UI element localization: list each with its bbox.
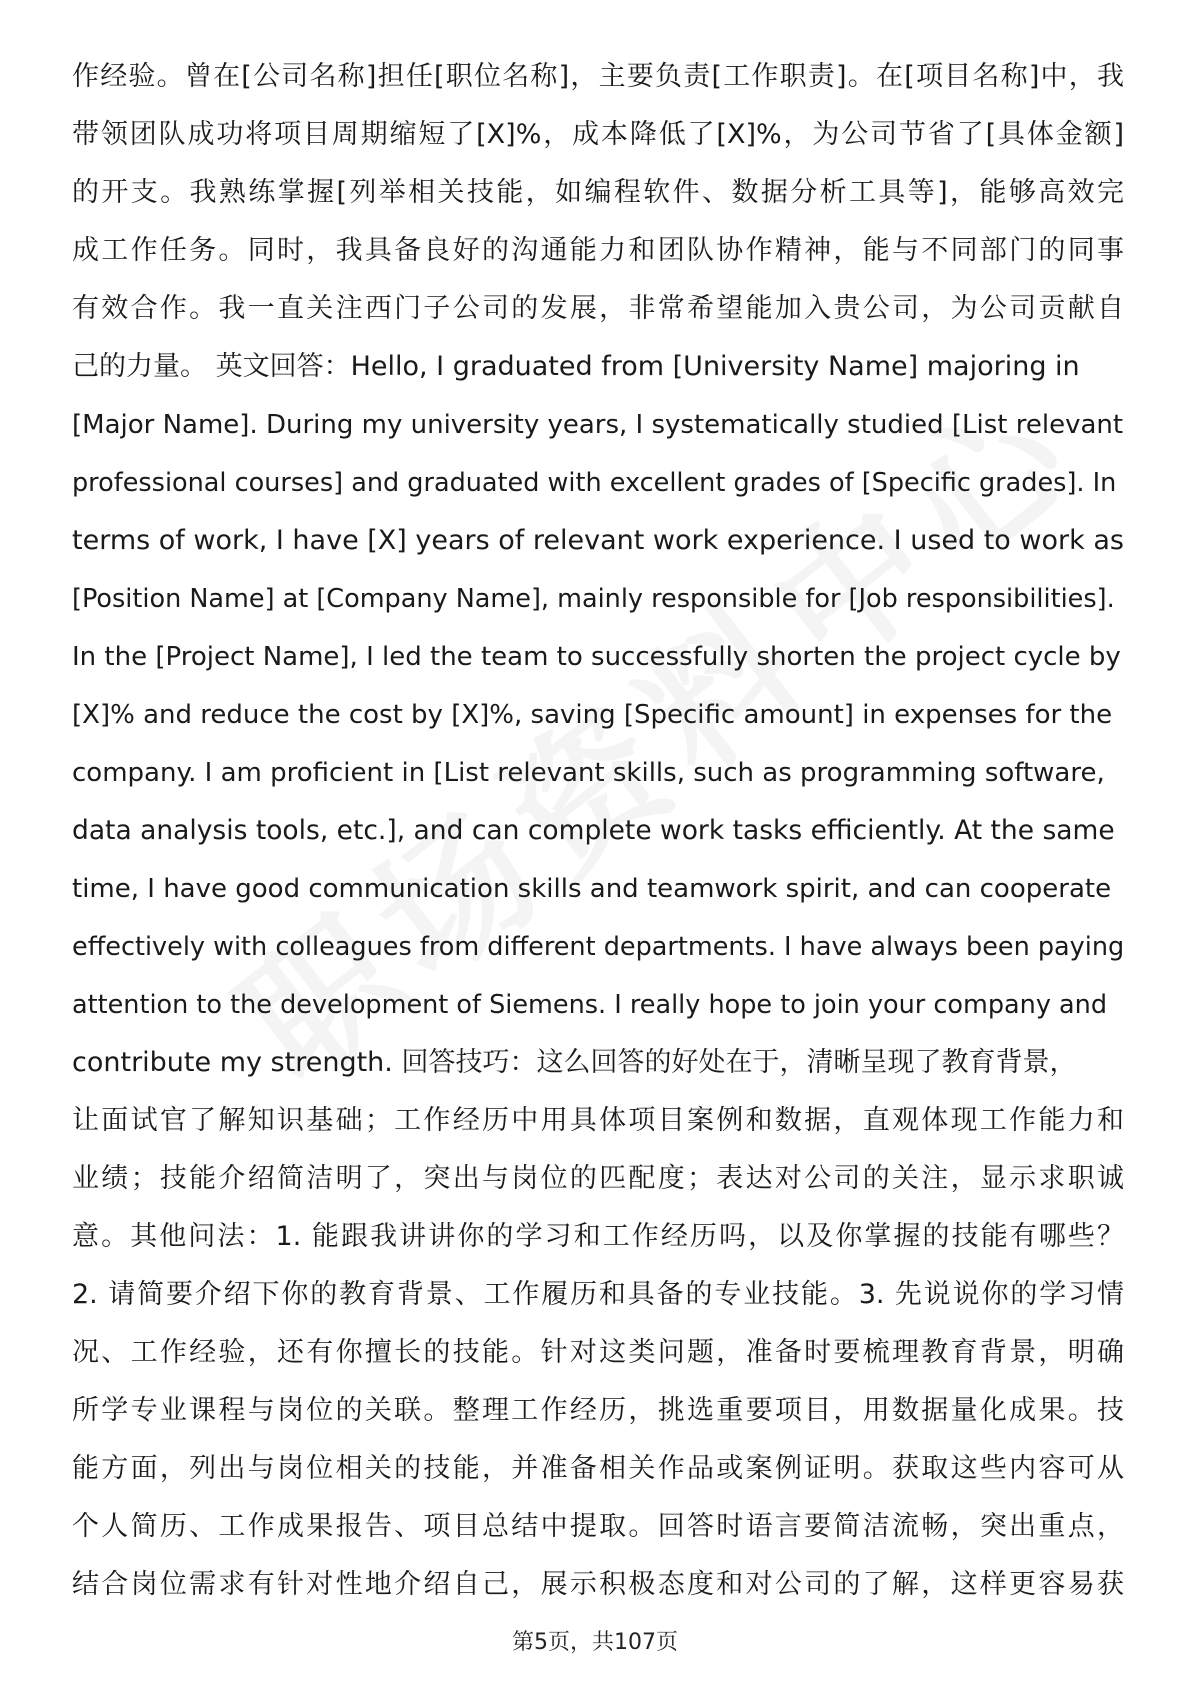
text-line-21: 意。其他问法：1. 能跟我讲讲你的学习和工作经历吗，以及你掌握的技能有哪些？ <box>72 1221 1124 1252</box>
text-line-25: 能方面，列出与岗位相关的技能，并准备相关作品或案例证明。获取这些内容可从 <box>72 1453 1124 1484</box>
body-text <box>72 48 1124 1614</box>
text-line-27: 结合岗位需求有针对性地介绍自己，展示积极态度和对公司的了解，这样更容易获 <box>72 1569 1124 1600</box>
text-line-13: company. I am proficient in [List relevant skills, such as programming software, <box>72 758 1105 788</box>
text-line-14: data analysis tools, etc.], and can complete work tasks efficiently. At the same <box>72 815 1115 846</box>
text-line-9: terms of work, I have [X] years of relevant work experience. I used to work as <box>72 525 1124 556</box>
text-line-16: effectively with colleagues from different departments. I have always been paying <box>72 932 1125 962</box>
text-line-18: contribute my strength. 回答技巧：这么回答的好处在于，清晰呈现了教育背景， <box>72 1047 1077 1078</box>
text-line-26: 个人简历、工作成果报告、项目总结中提取。回答时语言要简洁流畅，突出重点， <box>72 1511 1124 1542</box>
page-number: 第5页，共107页 <box>512 1630 678 1655</box>
text-line-5: 有效合作。我一直关注西门子公司的发展，非常希望能加入贵公司，为公司贡献自 <box>72 293 1124 324</box>
text-line-4: 成工作任务。同时，我具备良好的沟通能力和团队协作精神，能与不同部门的同事 <box>72 235 1124 266</box>
text-line-3: 的开支。我熟练掌握[列举相关技能，如编程软件、数据分析工具等]，能够高效完 <box>72 177 1124 208</box>
text-line-15: time, I have good communication skills and teamwork spirit, and can cooperate <box>72 874 1112 904</box>
text-line-1: 作经验。曾在[公司名称]担任[职位名称]，主要负责[工作职责]。在[项目名称]中，我 <box>72 61 1124 92</box>
text-line-22: 2. 请简要介绍下你的教育背景、工作履历和具备的专业技能。3. 先说说你的学习情 <box>72 1279 1124 1310</box>
text-line-23: 况、工作经验，还有你擅长的技能。针对这类问题，准备时要梳理教育背景，明确 <box>72 1337 1124 1368</box>
text-line-10: [Position Name] at [Company Name], mainly responsible for [Job responsibilities]. <box>72 584 1115 614</box>
text-line-11: In the [Project Name], I led the team to successfully shorten the project cycle by <box>72 642 1121 672</box>
text-line-12: [X]% and reduce the cost by [X]%, saving [Specific amount] in expenses for the <box>72 700 1113 730</box>
text-line-19: 让面试官了解知识基础；工作经历中用具体项目案例和数据，直观体现工作能力和 <box>72 1105 1124 1136</box>
text-line-8: professional courses] and graduated with excellent grades of [Specific grades]. In <box>72 468 1117 498</box>
text-line-20: 业绩；技能介绍简洁明了，突出与岗位的匹配度；表达对公司的关注，显示求职诚 <box>72 1163 1124 1194</box>
text-line-6: 己的力量。 英文回答：Hello, I graduated from [University Name] majoring in <box>72 351 1080 382</box>
text-line-17: attention to the development of Siemens. I really hope to join your company and <box>72 990 1108 1020</box>
text-line-24: 所学专业课程与岗位的关联。整理工作经历，挑选重要项目，用数据量化成果。技 <box>72 1395 1124 1426</box>
text-line-7: [Major Name]. During my university years, I systematically studied [List relevant <box>72 410 1124 440</box>
text-line-2: 带领团队成功将项目周期缩短了[X]%，成本降低了[X]%，为公司节省了[具体金额] <box>72 119 1124 150</box>
